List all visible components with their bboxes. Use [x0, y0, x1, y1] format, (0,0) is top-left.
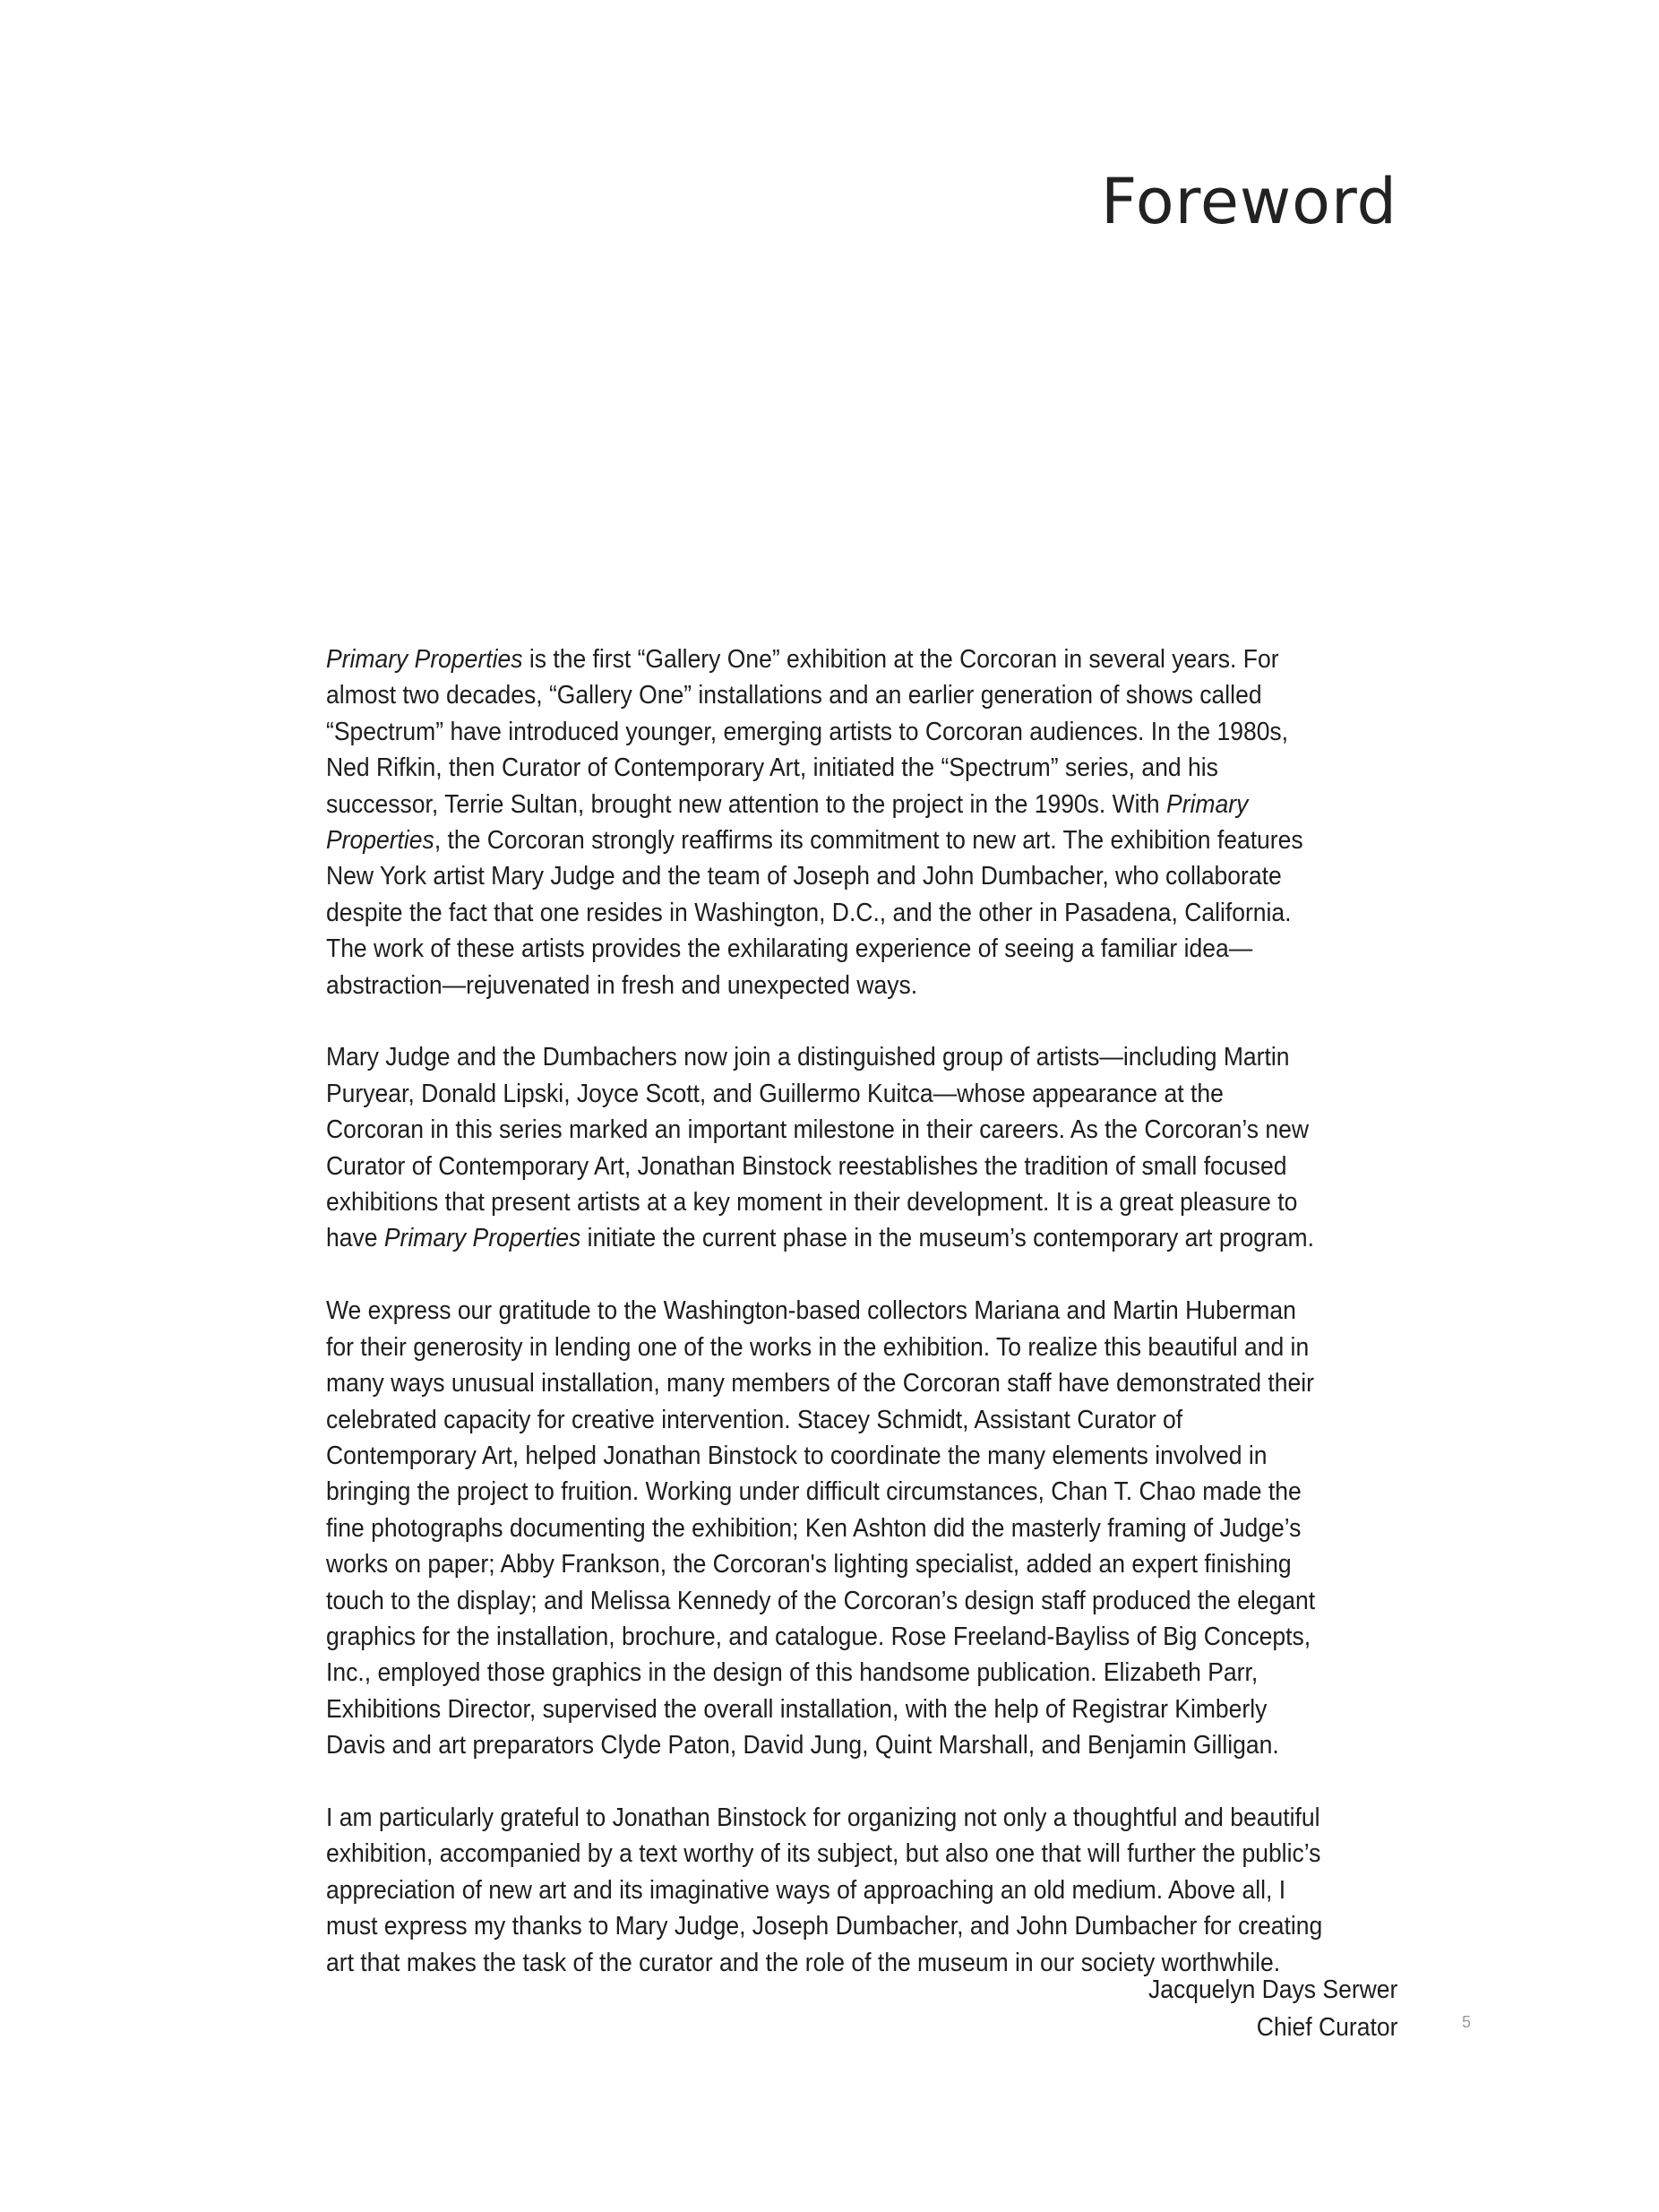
- paragraph-text: I am particularly grateful to Jonathan Binstock for organizing not only a thoughtful and beautiful exhibition, accompanied by a text worthy of its subject, but also one that will further the public’s appreciation of new art and its imaginative ways of approaching an old medium. Above all, I must express my thanks to Mary Judge, Joseph Dumbacher, and John Dumbacher for creating art that makes the task of the curator and the role of the museum in our society worthwhile.: [326, 1803, 1323, 1977]
- signature-name: Jacquelyn Days Serwer: [1148, 1975, 1397, 2004]
- body-paragraph: [326, 1293, 1326, 1763]
- signature-role: Chief Curator: [1256, 2013, 1397, 2042]
- page-title: Foreword: [1101, 165, 1397, 238]
- italic-title-text: Primary Properties: [326, 645, 523, 674]
- body-paragraph: [326, 641, 1326, 1003]
- signature-block: [1130, 1971, 1397, 2046]
- paragraph-text: We express our gratitude to the Washington-based collectors Mariana and Martin Huberman for their generosity in lending one of the works in the exhibition. To realize this beautiful and in many ways unusual installation, many members of the Corcoran staff have demonstrated their celebrated capacity for creative intervention. Stacey Schmidt, Assistant Curator of Contemporary Art, helped Jonathan Binstock to coordinate the many elements involved in bringing the project to fruition. Working under difficult circumstances, Chan T. Chao made the fine photographs documenting the exhibition; Ken Ashton did the masterly framing of Judge’s works on paper; Abby Frankson, the Corcoran's lighting specialist, added an expert finishing touch to the display; and Melissa Kennedy of the Corcoran’s design staff produced the elegant graphics for the installation, brochure, and catalogue. Rose Freeland-Bayliss of Big Concepts, Inc., employed those graphics in the design of this handsome publication. Elizabeth Parr, Exhibitions Director, supervised the overall installation, with the help of Registrar Kimberly Davis and art preparators Clyde Paton, David Jung, Quint Marshall, and Benjamin Gilligan.: [326, 1296, 1316, 1760]
- body-paragraph: [326, 1800, 1326, 1981]
- page-number: 5: [1462, 2013, 1472, 2031]
- paragraph-text: Mary Judge and the Dumbachers now join a distinguished group of artists—including Martin Puryear, Donald Lipski, Joyce Scott, and Guillermo Kuitca—whose appearance at the Corcoran in this series marked an important milestone in their careers. As the Corcoran’s new Curator of Contemporary Art, Jonathan Binstock reestablishes the tradition of small focused exhibitions that present artists at a key moment in their development. It is a great pleasure to have: [326, 1043, 1310, 1253]
- paragraph-text: , the Corcoran strongly reaffirms its commitment to new art. The exhibition features New York artist Mary Judge and the team of Joseph and John Dumbacher, who collaborate despite the fact that one resides in Washington, D.C., and the other in Pasadena, California. The work of these artists provides the exhilarating experience of seeing a familiar idea—abstraction—rejuvenated in fresh and unexpected ways.: [326, 826, 1303, 1000]
- italic-title-text: Primary Properties: [383, 1224, 581, 1253]
- foreword-body: [326, 641, 1326, 2017]
- paragraph-text: initiate the current phase in the museum’s contemporary art program.: [580, 1224, 1314, 1253]
- body-paragraph: [326, 1039, 1326, 1256]
- paragraph-text: is the first “Gallery One” exhibition at the Corcoran in several years. For almost two decades, “Gallery One” installations and an earlier generation of shows called “Spectrum” have introduced younger, emerging artists to Corcoran audiences. In the 1980s, Ned Rifkin, then Curator of Contemporary Art, initiated the “Spectrum” series, and his successor, Terrie Sultan, brought new attention to the project in the 1990s. With: [326, 645, 1289, 819]
- italic-title-text: Primary Properties: [326, 789, 1249, 856]
